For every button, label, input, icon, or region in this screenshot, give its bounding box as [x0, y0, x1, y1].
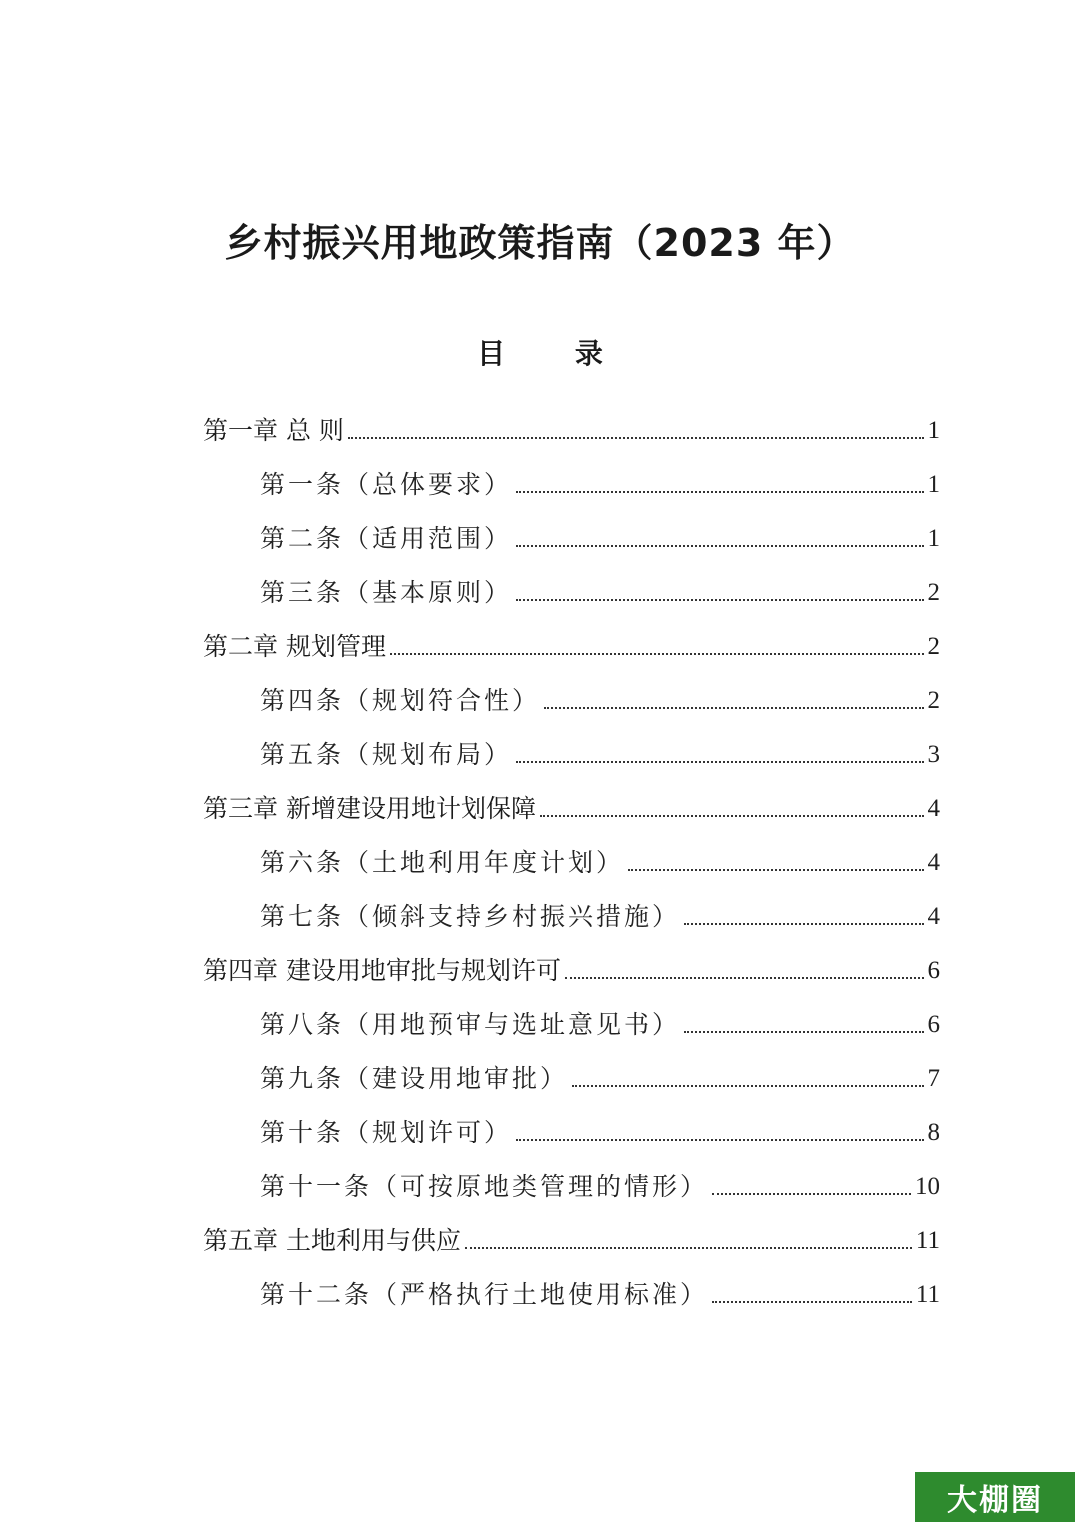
- toc-entry-page: 1: [927, 471, 940, 498]
- watermark-logo: [915, 1472, 1075, 1522]
- document-title: 乡村振兴用地政策指南（2023 年）: [224, 221, 856, 265]
- toc-entry-page: 11: [915, 1281, 940, 1308]
- toc-entry-page: 2: [927, 633, 940, 660]
- toc-entry-label: 第一章 总 则: [203, 416, 344, 445]
- toc-dot-leader: [516, 598, 923, 601]
- toc-dot-leader: [540, 814, 924, 817]
- toc-dot-leader: [516, 544, 923, 547]
- toc-entry-label: 第四条（规划符合性）: [260, 686, 541, 715]
- toc-entry-label: 第三章 新增建设用地计划保障: [203, 794, 536, 823]
- toc-entry-label: 第一条（总体要求）: [260, 470, 513, 499]
- toc-entry-label: 第二章 规划管理: [203, 632, 386, 661]
- watermark-text: 大棚圈: [947, 1483, 1043, 1518]
- toc-entry[interactable]: [203, 1202, 940, 1256]
- toc-entry-label: 第六条（土地利用年度计划）: [260, 848, 625, 877]
- toc-entry-page: 4: [927, 795, 940, 822]
- toc-entry-page: 2: [927, 687, 940, 714]
- toc-entry-page: 4: [927, 849, 940, 876]
- toc-entry[interactable]: [260, 1040, 940, 1094]
- toc-entry[interactable]: [260, 1148, 940, 1202]
- toc-dot-leader: [516, 1138, 923, 1141]
- toc-entry-page: 2: [927, 579, 940, 606]
- toc-heading: 目 录: [477, 337, 633, 370]
- toc-entry[interactable]: [260, 986, 940, 1040]
- toc-entry[interactable]: [260, 662, 940, 716]
- toc-entry-page: 11: [915, 1227, 940, 1254]
- toc-dot-leader: [348, 436, 924, 439]
- toc-dot-leader: [628, 868, 923, 871]
- toc-entry-label: 第九条（建设用地审批）: [260, 1064, 569, 1093]
- toc-entry[interactable]: [260, 554, 940, 608]
- toc-dot-leader: [712, 1192, 911, 1195]
- toc-dot-leader: [390, 652, 924, 655]
- toc-entry-page: 1: [927, 417, 940, 444]
- toc-dot-leader: [684, 1030, 923, 1033]
- toc-entry[interactable]: [260, 1094, 940, 1148]
- toc-entry-page: 8: [927, 1119, 940, 1146]
- toc-entry-label: 第四章 建设用地审批与规划许可: [203, 956, 561, 985]
- toc-entry[interactable]: [203, 392, 940, 446]
- toc-entry-page: 3: [927, 741, 940, 768]
- toc-entry-page: 7: [927, 1065, 940, 1092]
- toc-entry-label: 第五条（规划布局）: [260, 740, 513, 769]
- toc-entry-label: 第十一条（可按原地类管理的情形）: [260, 1172, 709, 1201]
- toc-entry[interactable]: [203, 770, 940, 824]
- toc-dot-leader: [465, 1246, 912, 1249]
- toc-dot-leader: [565, 976, 924, 979]
- toc-entry-label: 第二条（适用范围）: [260, 524, 513, 553]
- toc-entry-page: 10: [915, 1173, 940, 1200]
- toc-dot-leader: [684, 922, 923, 925]
- toc-entry-label: 第七条（倾斜支持乡村振兴措施）: [260, 902, 681, 931]
- toc-entry-page: 6: [927, 957, 940, 984]
- toc-entry[interactable]: [203, 608, 940, 662]
- toc-entry-page: 1: [927, 525, 940, 552]
- toc-entry-label: 第十条（规划许可）: [260, 1118, 513, 1147]
- toc-entry[interactable]: [260, 500, 940, 554]
- toc-entry-label: 第三条（基本原则）: [260, 578, 513, 607]
- toc-dot-leader: [516, 490, 923, 493]
- toc-entry[interactable]: [260, 824, 940, 878]
- toc-entry[interactable]: [203, 932, 940, 986]
- toc-entry-label: 第十二条（严格执行土地使用标准）: [260, 1280, 709, 1309]
- toc-entry-page: 4: [927, 903, 940, 930]
- toc-dot-leader: [516, 760, 923, 763]
- toc-entry[interactable]: [260, 1256, 940, 1310]
- toc-dot-leader: [572, 1084, 923, 1087]
- toc-entry[interactable]: [260, 446, 940, 500]
- toc-entry[interactable]: [260, 716, 940, 770]
- toc-dot-leader: [712, 1300, 912, 1303]
- toc-entry-label: 第八条（用地预审与选址意见书）: [260, 1010, 681, 1039]
- toc-entry-page: 6: [927, 1011, 940, 1038]
- toc-entry[interactable]: [260, 878, 940, 932]
- toc-dot-leader: [544, 706, 923, 709]
- toc-entry-label: 第五章 土地利用与供应: [203, 1226, 461, 1255]
